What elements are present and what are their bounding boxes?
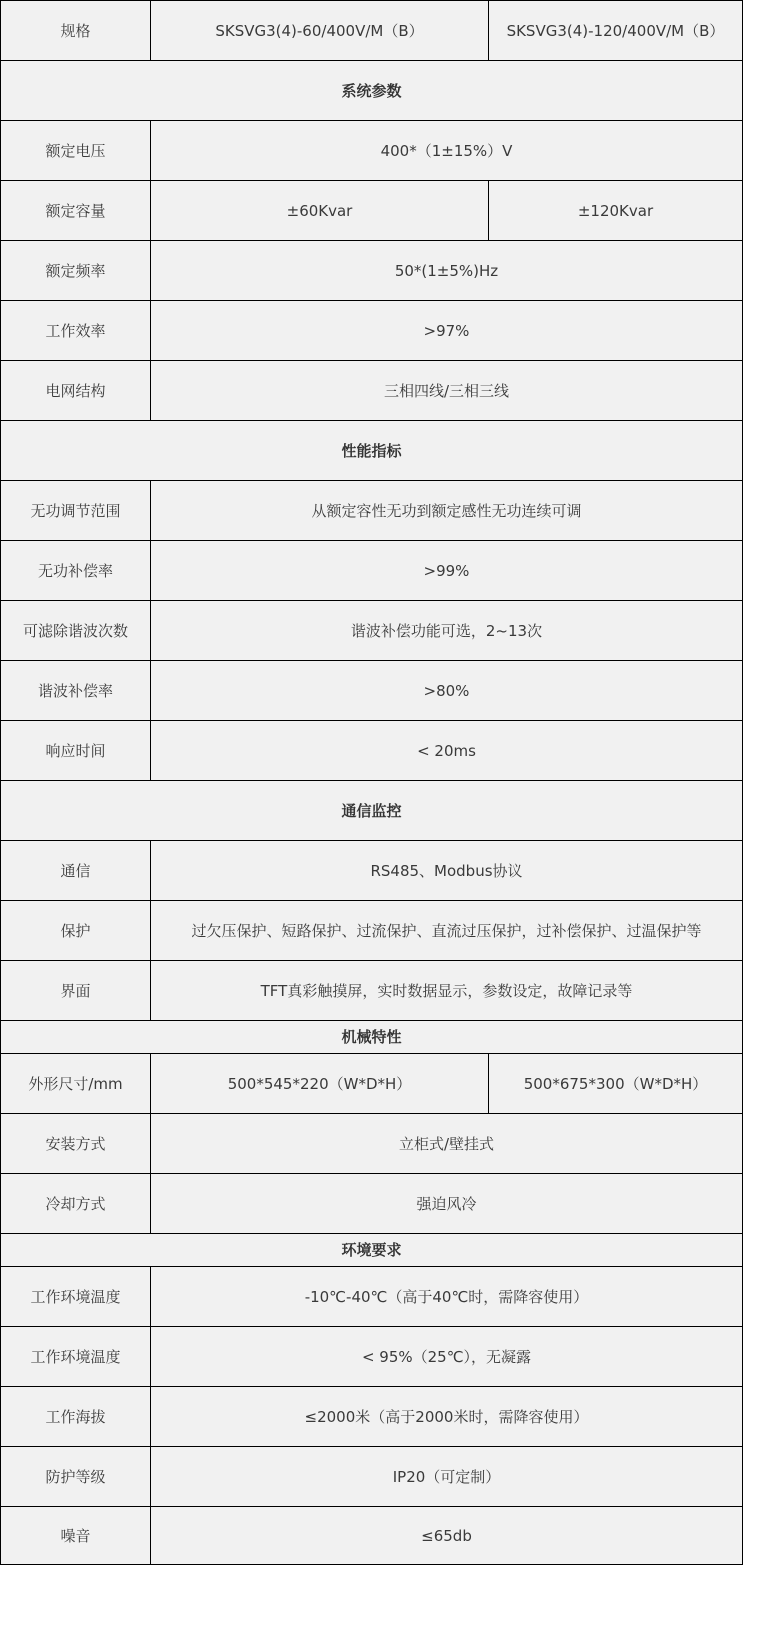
row-value: TFT真彩触摸屏，实时数据显示，参数设定，故障记录等 — [151, 961, 743, 1021]
table-header-row — [1, 1, 743, 61]
row-value-a: ±60Kvar — [151, 181, 489, 241]
row-value: IP20（可定制） — [151, 1447, 743, 1507]
row-value: 强迫风冷 — [151, 1174, 743, 1234]
row-label: 工作环境温度 — [1, 1327, 151, 1387]
row-label: 额定频率 — [1, 241, 151, 301]
table-row — [1, 661, 743, 721]
table-row — [1, 961, 743, 1021]
table-row — [1, 241, 743, 301]
row-label: 保护 — [1, 901, 151, 961]
row-value: ≤2000米（高于2000米时，需降容使用） — [151, 1387, 743, 1447]
table-row — [1, 301, 743, 361]
table-row — [1, 901, 743, 961]
row-value: ≤65db — [151, 1507, 743, 1565]
row-value: 400*（1±15%）V — [151, 121, 743, 181]
row-label: 安装方式 — [1, 1114, 151, 1174]
row-label: 谐波补偿率 — [1, 661, 151, 721]
row-value-b: 500*675*300（W*D*H） — [489, 1054, 743, 1114]
row-label: 噪音 — [1, 1507, 151, 1565]
row-label: 界面 — [1, 961, 151, 1021]
header-model-a: SKSVG3(4)-60/400V/M（B） — [151, 1, 489, 61]
row-label: 工作环境温度 — [1, 1267, 151, 1327]
row-label: 额定容量 — [1, 181, 151, 241]
table-row — [1, 1267, 743, 1327]
table-row — [1, 841, 743, 901]
table-row — [1, 1507, 743, 1565]
row-label: 可滤除谐波次数 — [1, 601, 151, 661]
table-row — [1, 1054, 743, 1114]
header-model-b: SKSVG3(4)-120/400V/M（B） — [489, 1, 743, 61]
row-value: 从额定容性无功到额定感性无功连续可调 — [151, 481, 743, 541]
section-title-performance: 性能指标 — [1, 421, 743, 481]
row-value: >97% — [151, 301, 743, 361]
section-row-performance — [1, 421, 743, 481]
row-value: >80% — [151, 661, 743, 721]
row-value: 过欠压保护、短路保护、过流保护、直流过压保护，过补偿保护、过温保护等 — [151, 901, 743, 961]
section-title-environment: 环境要求 — [1, 1234, 743, 1267]
table-row — [1, 541, 743, 601]
table-row — [1, 1387, 743, 1447]
section-row-mechanical — [1, 1021, 743, 1054]
table-row — [1, 601, 743, 661]
section-title-mechanical: 机械特性 — [1, 1021, 743, 1054]
row-value: >99% — [151, 541, 743, 601]
row-value: 谐波补偿功能可选，2~13次 — [151, 601, 743, 661]
table-row — [1, 181, 743, 241]
row-label: 外形尺寸/mm — [1, 1054, 151, 1114]
section-row-communication — [1, 781, 743, 841]
table-row — [1, 361, 743, 421]
row-label: 额定电压 — [1, 121, 151, 181]
row-value: 立柜式/壁挂式 — [151, 1114, 743, 1174]
row-label: 电网结构 — [1, 361, 151, 421]
table-row — [1, 1114, 743, 1174]
row-value: 50*(1±5%)Hz — [151, 241, 743, 301]
table-row — [1, 1447, 743, 1507]
header-label: 规格 — [1, 1, 151, 61]
row-label: 冷却方式 — [1, 1174, 151, 1234]
row-label: 工作海拔 — [1, 1387, 151, 1447]
table-row — [1, 1327, 743, 1387]
section-title-system: 系统参数 — [1, 61, 743, 121]
section-row-environment — [1, 1234, 743, 1267]
row-value: 三相四线/三相三线 — [151, 361, 743, 421]
row-value-b: ±120Kvar — [489, 181, 743, 241]
row-label: 无功调节范围 — [1, 481, 151, 541]
table-row — [1, 1174, 743, 1234]
section-title-communication: 通信监控 — [1, 781, 743, 841]
row-label: 无功补偿率 — [1, 541, 151, 601]
row-value: < 95%（25℃），无凝露 — [151, 1327, 743, 1387]
row-label: 响应时间 — [1, 721, 151, 781]
table-row — [1, 121, 743, 181]
table-row — [1, 481, 743, 541]
row-label: 通信 — [1, 841, 151, 901]
section-row-system — [1, 61, 743, 121]
row-label: 防护等级 — [1, 1447, 151, 1507]
row-label: 工作效率 — [1, 301, 151, 361]
row-value: < 20ms — [151, 721, 743, 781]
row-value: RS485、Modbus协议 — [151, 841, 743, 901]
row-value: -10℃-40℃（高于40℃时，需降容使用） — [151, 1267, 743, 1327]
row-value-a: 500*545*220（W*D*H） — [151, 1054, 489, 1114]
table-row — [1, 721, 743, 781]
